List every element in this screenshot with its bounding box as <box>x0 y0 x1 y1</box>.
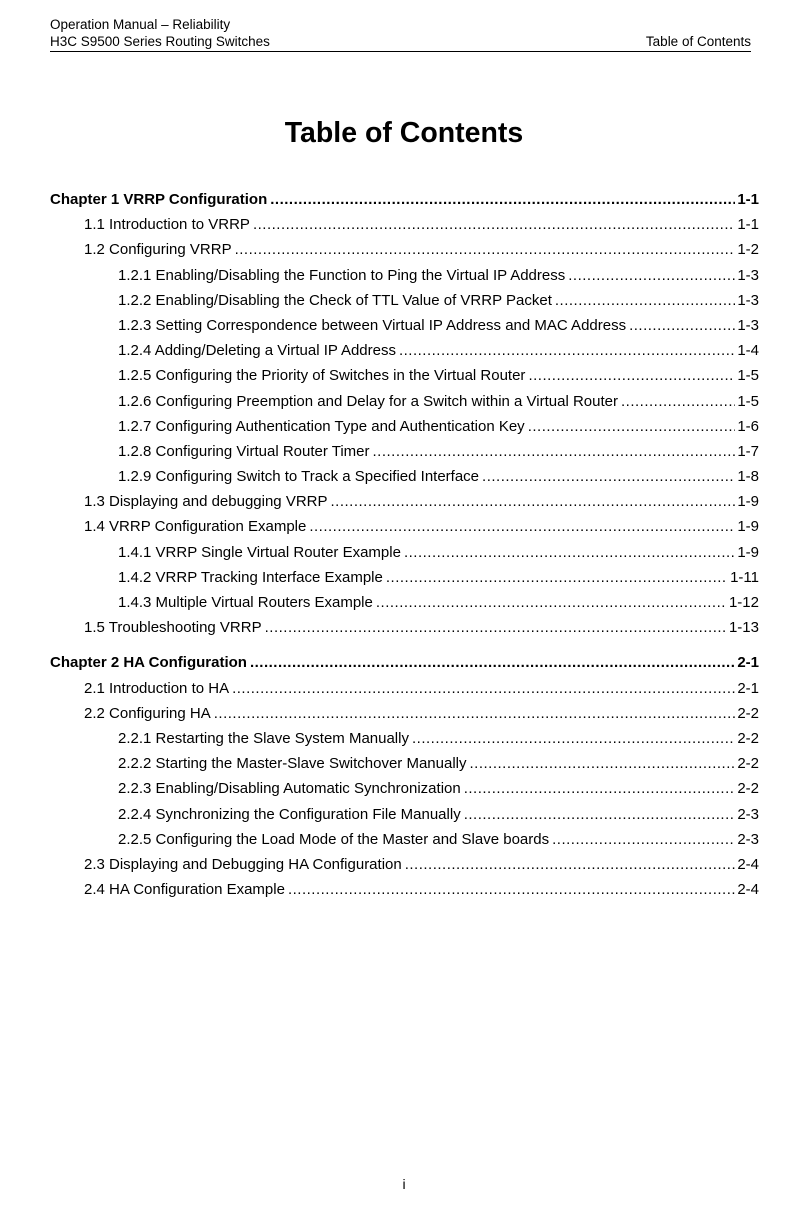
dot-leader <box>412 726 735 751</box>
toc-entry-1-2-5[interactable] <box>50 363 759 388</box>
toc-entry-page: 2-2 <box>737 755 759 773</box>
toc-entry-title: 2.2.3 Enabling/Disabling Automatic Synchronization <box>118 780 461 798</box>
toc-entry-title: 2.4 HA Configuration Example <box>84 881 285 899</box>
toc-entry-2-3[interactable] <box>50 852 759 877</box>
toc-entry-1-2-9[interactable] <box>50 464 759 489</box>
dot-leader <box>470 751 736 776</box>
dot-leader <box>555 288 735 313</box>
dot-leader <box>552 827 735 852</box>
toc-entry-title: Chapter 1 VRRP Configuration <box>50 191 268 208</box>
toc-entry-page: 1-12 <box>728 594 759 611</box>
toc-entry-1-4-1[interactable] <box>50 540 759 565</box>
page-header <box>50 16 751 52</box>
toc-entry-2-4[interactable] <box>50 877 759 902</box>
toc-entry-title: 1.2.5 Configuring the Priority of Switches in the Virtual Router <box>118 367 526 385</box>
toc-entry-1-4[interactable] <box>50 514 759 539</box>
dot-leader <box>270 187 735 212</box>
toc-entry-title: 1.2.8 Configuring Virtual Router Timer <box>118 442 370 460</box>
toc-entry-page: 1-9 <box>737 518 759 536</box>
dot-leader <box>250 650 735 675</box>
toc-entry-title: 2.2.5 Configuring the Load Mode of the Master and Slave boards <box>118 830 550 848</box>
dot-leader <box>404 540 735 565</box>
toc-entry-page: 1-7 <box>737 442 759 460</box>
dot-leader <box>376 590 727 615</box>
toc-entry-1-2-6[interactable] <box>50 389 759 414</box>
page-number: i <box>402 1176 406 1192</box>
toc-entry-title: 1.2.3 Setting Correspondence between Virtual IP Address and MAC Address <box>118 316 627 334</box>
header-line-1 <box>50 16 751 33</box>
toc-entry-1-5[interactable] <box>50 615 759 640</box>
toc-entry-page: 1-3 <box>737 291 759 309</box>
product-name: H3C S9500 Series Routing Switches <box>50 34 270 49</box>
toc-entry-page: 2-3 <box>737 830 759 848</box>
toc-entry-1-4-2[interactable] <box>50 565 759 590</box>
dot-leader <box>568 263 735 288</box>
toc-entry-page: 1-13 <box>728 619 759 637</box>
toc-entry-title: 1.2.2 Enabling/Disabling the Check of TTL Value of VRRP Packet <box>118 291 552 309</box>
toc-entry-page: 1-1 <box>737 191 759 208</box>
dot-leader <box>405 852 736 877</box>
toc-entry-title: 1.4.3 Multiple Virtual Routers Example <box>118 594 373 611</box>
toc-entry-page: 1-3 <box>737 316 759 334</box>
toc-entry-page: 1-6 <box>737 417 759 435</box>
toc-entry-title: 1.5 Troubleshooting VRRP <box>84 619 262 637</box>
toc-entry-title: Chapter 2 HA Configuration <box>50 654 247 672</box>
toc-entry-title: 2.2 Configuring HA <box>84 704 211 722</box>
toc-entry-page: 1-9 <box>737 493 759 511</box>
dot-leader <box>232 676 735 701</box>
dot-leader <box>288 877 735 902</box>
toc-entry-1-2-3[interactable] <box>50 313 759 338</box>
toc-entry-page: 1-4 <box>737 342 759 360</box>
toc-entry-1-2-1[interactable] <box>50 263 759 288</box>
toc-entry-1-2-8[interactable] <box>50 439 759 464</box>
toc-entry-page: 1-5 <box>737 392 759 410</box>
toc-entry-page: 2-4 <box>737 855 759 873</box>
toc-entry-title: 1.2 Configuring VRRP <box>84 241 232 259</box>
toc-entry-title: 2.1 Introduction to HA <box>84 679 230 697</box>
manual-title: Operation Manual – Reliability <box>50 17 231 32</box>
toc-entry-page: 2-2 <box>737 780 759 798</box>
dot-leader <box>331 489 736 514</box>
dot-leader <box>265 615 727 640</box>
dot-leader <box>464 802 736 827</box>
dot-leader <box>528 363 735 388</box>
toc-entry-1-3[interactable] <box>50 489 759 514</box>
toc-entry-title: 2.2.2 Starting the Master-Slave Switchover Manually <box>118 755 467 773</box>
toc-entry-title: 1.4.2 VRRP Tracking Interface Example <box>118 568 383 586</box>
table-of-contents <box>50 187 759 902</box>
page-title: Table of Contents <box>284 117 524 149</box>
toc-entry-2-2-5[interactable] <box>50 827 759 852</box>
toc-entry-1-2-4[interactable] <box>50 338 759 363</box>
dot-leader <box>399 338 735 363</box>
header-section: Table of Contents <box>645 34 751 49</box>
toc-entry-1-4-3[interactable] <box>50 590 759 615</box>
toc-entry-page: 2-1 <box>737 654 759 672</box>
toc-entry-page: 1-8 <box>737 468 759 486</box>
toc-entry-page: 1-11 <box>730 568 759 586</box>
toc-entry-2-2-3[interactable] <box>50 776 759 801</box>
toc-entry-title: 1.4.1 VRRP Single Virtual Router Example <box>118 543 401 561</box>
dot-leader <box>621 389 735 414</box>
dot-leader <box>214 701 736 726</box>
toc-entry-title: 1.2.6 Configuring Preemption and Delay for a Switch within a Virtual Router <box>118 392 618 410</box>
dot-leader <box>464 776 736 801</box>
toc-entry-title: 1.2.7 Configuring Authentication Type and Authentication Key <box>118 417 525 435</box>
toc-entry-page: 1-9 <box>737 543 759 561</box>
dot-leader <box>482 464 735 489</box>
toc-entry-page: 2-3 <box>737 805 759 823</box>
dot-leader <box>386 565 728 590</box>
toc-entry-page: 2-2 <box>737 704 759 722</box>
toc-entry-title: 2.2.4 Synchronizing the Configuration File Manually <box>118 805 461 823</box>
toc-entry-title: 1.2.4 Adding/Deleting a Virtual IP Address <box>118 342 396 360</box>
toc-entry-page: 1-5 <box>737 367 759 385</box>
dot-leader <box>373 439 736 464</box>
toc-entry-page: 1-1 <box>737 216 759 234</box>
toc-entry-2-2-2[interactable] <box>50 751 759 776</box>
toc-entry-title: 1.3 Displaying and debugging VRRP <box>84 493 328 511</box>
toc-entry-title: 1.1 Introduction to VRRP <box>84 216 250 234</box>
toc-chapter-2[interactable] <box>50 650 759 675</box>
toc-entry-2-1[interactable] <box>50 676 759 701</box>
toc-entry-page: 1-3 <box>737 266 759 284</box>
toc-entry-title: 1.4 VRRP Configuration Example <box>84 518 307 536</box>
dot-leader <box>528 414 736 439</box>
toc-entry-page: 2-2 <box>737 729 759 747</box>
dot-leader <box>253 212 735 237</box>
dot-leader <box>309 514 735 539</box>
dot-leader <box>235 237 736 262</box>
toc-entry-title: 1.2.1 Enabling/Disabling the Function to Ping the Virtual IP Address <box>118 266 566 284</box>
toc-entry-title: 2.3 Displaying and Debugging HA Configuration <box>84 855 402 873</box>
toc-chapter-1[interactable] <box>50 187 759 212</box>
toc-entry-title: 2.2.1 Restarting the Slave System Manually <box>118 729 409 747</box>
header-line-2 <box>50 33 751 50</box>
toc-entry-1-2-7[interactable] <box>50 414 759 439</box>
toc-entry-1-1[interactable] <box>50 212 759 237</box>
toc-entry-page: 2-1 <box>737 679 759 697</box>
toc-entry-2-2[interactable] <box>50 701 759 726</box>
chapter-spacer <box>50 640 759 650</box>
toc-entry-page: 1-2 <box>737 241 759 259</box>
toc-entry-1-2[interactable] <box>50 237 759 262</box>
toc-entry-2-2-4[interactable] <box>50 802 759 827</box>
toc-entry-page: 2-4 <box>737 881 759 899</box>
toc-entry-2-2-1[interactable] <box>50 726 759 751</box>
dot-leader <box>629 313 735 338</box>
toc-entry-1-2-2[interactable] <box>50 288 759 313</box>
toc-entry-title: 1.2.9 Configuring Switch to Track a Specified Interface <box>118 468 480 486</box>
